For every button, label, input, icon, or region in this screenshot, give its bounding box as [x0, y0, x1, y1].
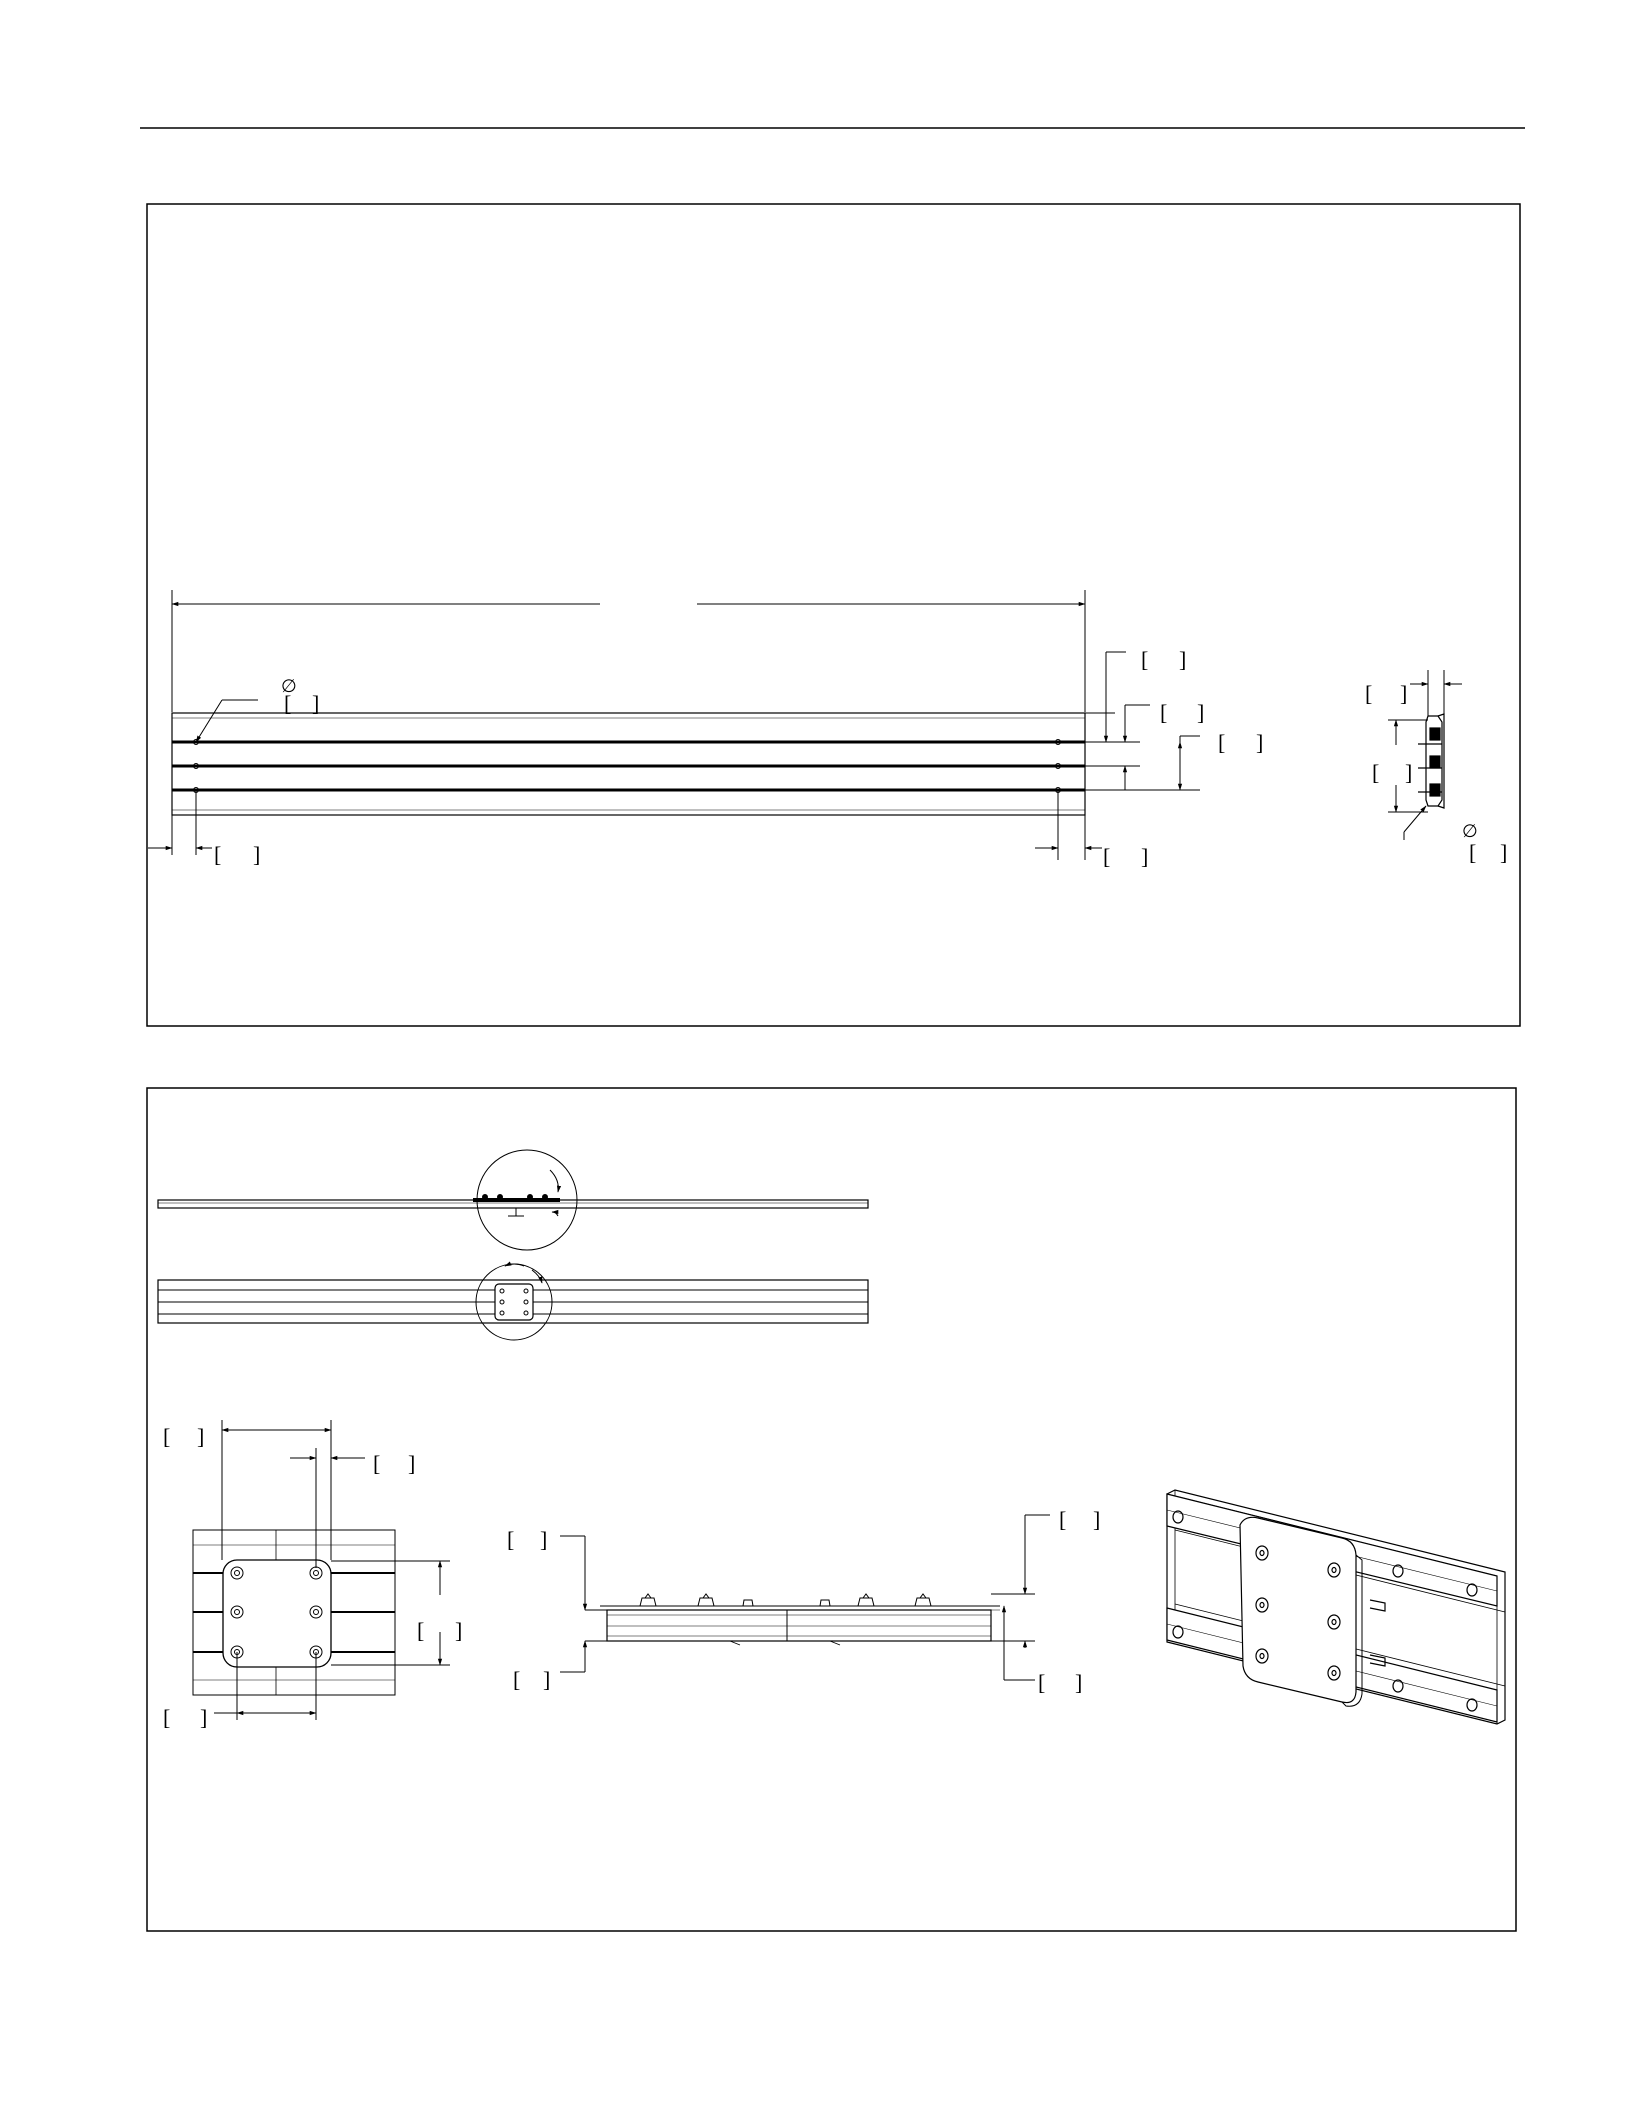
rail-top-view	[158, 1264, 868, 1340]
bracket-close: ]	[1179, 647, 1187, 672]
bracket-close: ]	[1093, 1507, 1101, 1532]
bracket-close: ]	[312, 691, 320, 716]
right-end-offset-dimension	[1035, 790, 1102, 860]
bracket-open: [	[513, 1667, 521, 1692]
bracket-close: ]	[1256, 730, 1264, 755]
rail-height-dimensions	[1085, 652, 1200, 790]
carriage-drawing-frame	[147, 1088, 1516, 1931]
bracket-open: [	[1038, 1670, 1046, 1695]
bracket-open: [	[163, 1705, 171, 1730]
bracket-open: [	[1469, 840, 1477, 865]
bracket-open: [	[163, 1424, 171, 1449]
bracket-close: ]	[540, 1527, 548, 1552]
diameter-symbol: ∅	[1462, 821, 1478, 842]
bracket-close: ]	[1405, 760, 1413, 785]
diameter-symbol: ∅	[281, 676, 297, 697]
rail-front-view	[172, 713, 1085, 815]
bracket-close: ]	[543, 1667, 551, 1692]
rail-length-dimension	[172, 590, 1085, 712]
hole-diameter-callout	[196, 676, 319, 742]
bracket-open: [	[373, 1451, 381, 1476]
bracket-close: ]	[408, 1451, 416, 1476]
bracket-open: [	[507, 1527, 515, 1552]
bolt-heads	[640, 1594, 931, 1606]
rail-profile-view	[1418, 714, 1444, 808]
bracket-open: [	[417, 1618, 425, 1643]
bracket-open: [	[1372, 760, 1380, 785]
bracket-close: ]	[1500, 840, 1508, 865]
bracket-close: ]	[197, 1424, 205, 1449]
bracket-open: [	[1160, 700, 1168, 725]
bracket-close: ]	[1400, 681, 1408, 706]
bracket-open: [	[1218, 730, 1226, 755]
bracket-open: [	[1103, 844, 1111, 869]
bracket-close: ]	[1075, 1670, 1083, 1695]
rail-drawing-frame	[147, 204, 1520, 1026]
carriage-side-view	[560, 1515, 1050, 1680]
bracket-close: ]	[253, 842, 261, 867]
bracket-close: ]	[1197, 700, 1205, 725]
bracket-close: ]	[455, 1618, 463, 1643]
bracket-open: [	[1141, 647, 1149, 672]
bracket-open: [	[214, 842, 222, 867]
bracket-close: ]	[1141, 844, 1149, 869]
bracket-open: [	[284, 691, 292, 716]
carriage-isometric-view	[1167, 1490, 1505, 1724]
bracket-open: [	[1365, 681, 1373, 706]
bracket-close: ]	[200, 1705, 208, 1730]
left-end-offset-dimension	[148, 790, 212, 855]
bracket-open: [	[1059, 1507, 1067, 1532]
rail-side-view	[158, 1150, 868, 1250]
